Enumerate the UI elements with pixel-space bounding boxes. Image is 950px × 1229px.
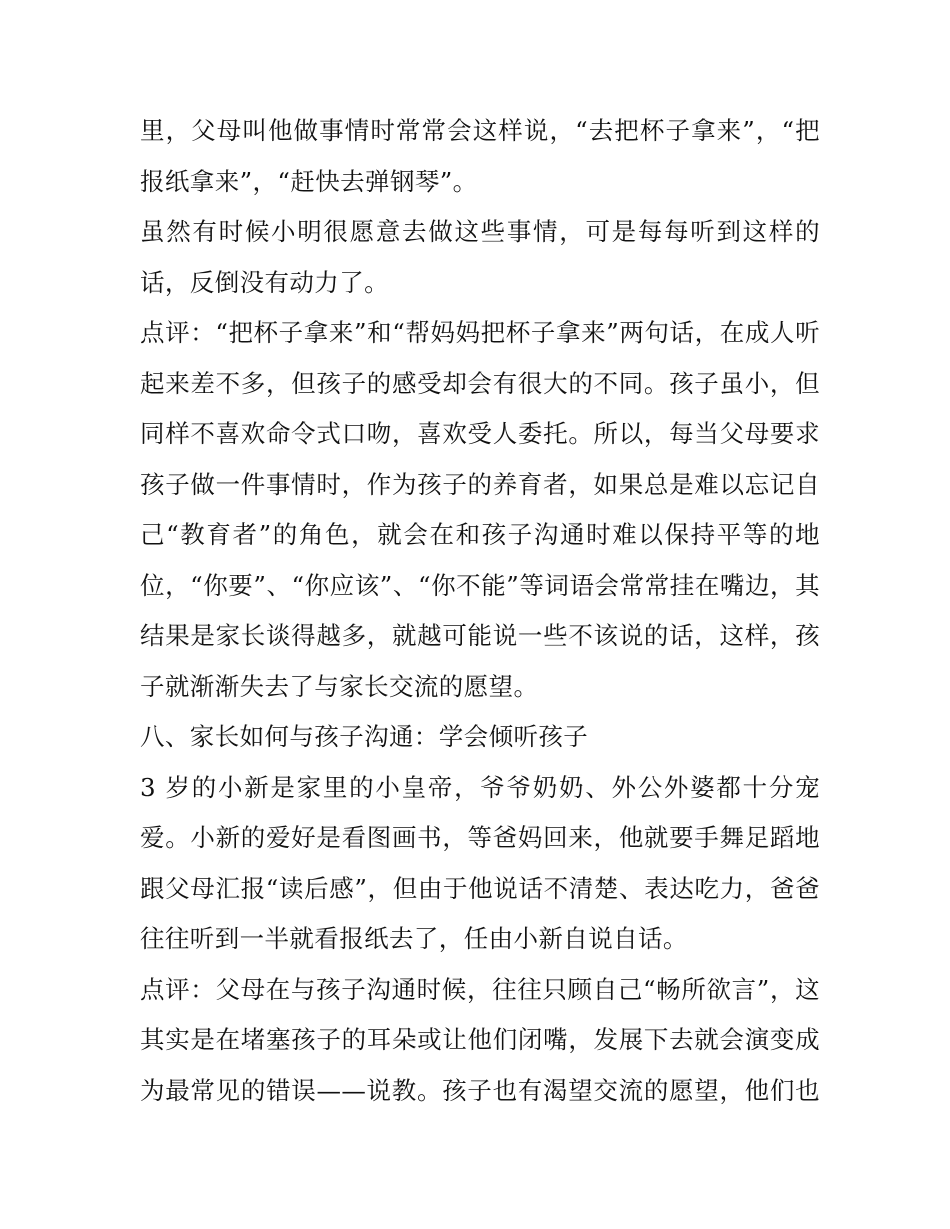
text-line: 同样不喜欢命令式口吻，喜欢受人委托。所以，每当父母要求 xyxy=(140,419,820,448)
text-line: 报纸拿来”，“赶快去弹钢琴”。 xyxy=(140,166,478,196)
document-body xyxy=(140,106,820,1116)
text-line: 跟父母汇报“读后感”，但由于他说话不清楚、表达吃力，爸爸 xyxy=(140,873,820,903)
text-line: 其实是在堵塞孩子的耳朵或让他们闭嘴，发展下去就会演变成 xyxy=(140,1025,820,1054)
text-line: 为最常见的错误——说教。孩子也有渴望交流的愿望，他们也 xyxy=(140,1075,820,1105)
text-line: 己“教育者”的角色，就会在和孩子沟通时难以保持平等的地 xyxy=(140,520,820,549)
text-line: 往往听到一半就看报纸去了，任由小新自说自话。 xyxy=(140,924,688,953)
text-line: 子就渐渐失去了与家长交流的愿望。 xyxy=(140,671,539,701)
text-line: 孩子做一件事情时，作为孩子的养育者，如果总是难以忘记自 xyxy=(140,469,820,499)
text-line: 虽然有时候小明很愿意去做这些事情，可是每每听到这样的 xyxy=(140,217,820,246)
text-line: 3 岁的小新是家里的小皇帝，爷爷奶奶、外公外婆都十分宠 xyxy=(140,772,820,802)
text-line: 话，反倒没有动力了。 xyxy=(140,267,389,297)
text-line: 点评：“把杯子拿来”和“帮妈妈把杯子拿来”两句话，在成人听 xyxy=(140,318,820,347)
text-line: 点评：父母在与孩子沟通时候，往往只顾自己“畅所欲言”，这 xyxy=(140,974,820,1004)
text-line: 爱。小新的爱好是看图画书，等爸妈回来，他就要手舞足蹈地 xyxy=(140,823,820,852)
text-line: 里，父母叫他做事情时常常会这样说，“去把杯子拿来”，“把 xyxy=(140,116,820,145)
text-line: 起来差不多，但孩子的感受却会有很大的不同。孩子虽小，但 xyxy=(140,368,820,398)
text-line: 位，“你要”、“你应该”、“你不能”等词语会常常挂在嘴边，其 xyxy=(140,570,820,600)
section-heading: 八、家长如何与孩子沟通：学会倾听孩子 xyxy=(140,722,589,751)
text-line: 结果是家长谈得越多，就越可能说一些不该说的话，这样，孩 xyxy=(140,621,820,650)
